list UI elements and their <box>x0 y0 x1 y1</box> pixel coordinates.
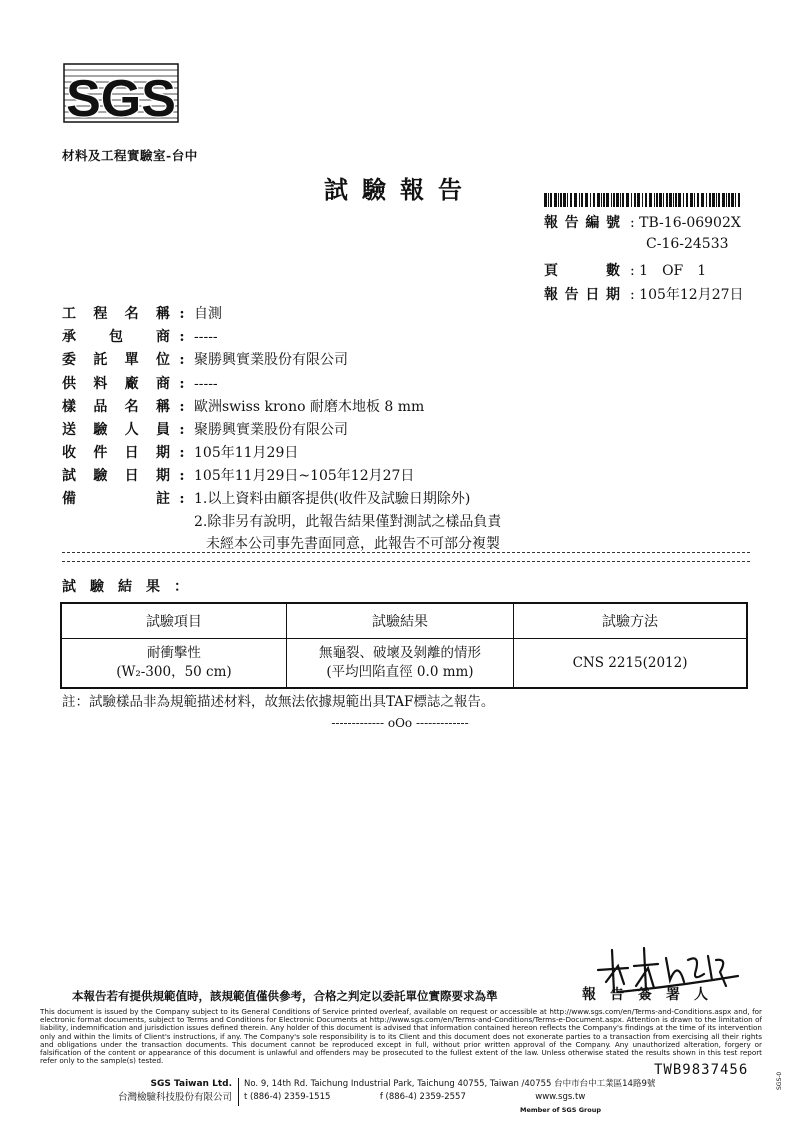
test-item-cell <box>61 639 286 689</box>
barcode-bar <box>581 193 583 207</box>
field-label: 工程名稱 <box>62 306 170 322</box>
barcode-bar <box>574 193 577 207</box>
table-row <box>61 639 747 689</box>
field-label: 樣品名稱 <box>62 399 170 415</box>
barcode-bar <box>697 193 699 207</box>
page-label: 頁數 <box>544 263 620 279</box>
column-header: 試驗結果 <box>286 603 513 639</box>
page-value: 1 OF 1 <box>639 263 707 279</box>
barcode-bar <box>601 193 602 207</box>
test-item-condition: (W₂-300，50 cm) <box>116 664 232 680</box>
field-value: 105年11月29日~105年12月27日 <box>194 468 415 484</box>
barcode-bar <box>550 193 552 207</box>
barcode-bar <box>669 193 672 207</box>
field-value: 105年11月29日 <box>194 445 299 461</box>
field-label: 收件日期 <box>62 445 170 461</box>
report-date-label: 報告日期 <box>544 287 620 303</box>
barcode-bar <box>631 193 632 207</box>
taf-note: 註：試驗樣品非為規範描述材料，故無法依據規範出具TAF標誌之報告。 <box>62 694 495 710</box>
report-number-row: 報告編號 : TB-16-06902X <box>544 212 741 232</box>
barcode-bar <box>706 193 707 207</box>
barcode-bar <box>613 193 615 207</box>
barcode-bar <box>654 193 655 207</box>
end-mark: ------------- oOo ------------- <box>331 716 469 730</box>
field-client: 委託單位 : 聚勝興實業股份有限公司 <box>62 352 348 368</box>
remark-line-1: 1.以上資料由顧客提供(收件及試驗日期除外) <box>194 491 471 507</box>
field-label: 送驗人員 <box>62 422 170 438</box>
double-dashed-divider <box>62 552 750 562</box>
barcode-bar <box>678 193 681 207</box>
member-of-group: Member of SGS Group <box>520 1106 601 1114</box>
barcode-bar <box>597 193 600 207</box>
barcode-bar <box>620 193 621 207</box>
barcode <box>544 192 744 206</box>
spec-note: 本報告若有提供規範值時，該規範值僅供參考，合格之判定以委託單位實際要求為準 <box>72 989 498 1003</box>
field-value: 自測 <box>194 306 222 322</box>
barcode-bar <box>554 193 557 207</box>
svg-text:SGS: SGS <box>66 70 176 124</box>
lab-name: 材料及工程實驗室-台中 <box>62 148 198 163</box>
barcode-bar <box>634 193 636 207</box>
contact-block <box>244 1078 655 1104</box>
barcode-bar <box>675 193 677 207</box>
report-title: 試驗報告 <box>324 175 476 204</box>
field-label: 供料廠商 <box>62 376 170 392</box>
barcode-bar <box>593 193 595 207</box>
barcode-bar <box>716 193 717 207</box>
barcode-bar <box>666 193 668 207</box>
field-value: 聚勝興實業股份有限公司 <box>194 352 348 368</box>
field-contractor: 承包商 : ----- <box>62 329 218 345</box>
report-date: 105年12月27日 <box>639 287 744 303</box>
company-en: SGS Taiwan Ltd. <box>150 1079 232 1089</box>
barcode-bar <box>726 193 727 207</box>
barcode-bar <box>570 193 572 207</box>
barcode-bar <box>603 193 605 207</box>
barcode-bar <box>548 193 549 207</box>
fax: f (886-4) 2359-2557 <box>379 1092 466 1102</box>
barcode-bar <box>622 193 624 207</box>
test-method: CNS 2215(2012) <box>514 639 747 689</box>
barcode-bar <box>560 193 562 207</box>
test-result-cell <box>286 639 513 689</box>
barcode-bar <box>637 193 640 207</box>
barcode-bar <box>616 193 619 207</box>
test-item: 耐衝擊性 <box>146 645 201 661</box>
field-value: 聚勝興實業股份有限公司 <box>194 422 348 438</box>
barcode-bar <box>686 193 688 207</box>
sgs-logo-mark <box>62 62 180 124</box>
barcode-bar <box>663 193 664 207</box>
field-label: 試驗日期 <box>62 468 170 484</box>
report-date-row: 報告日期 : 105年12月27日 <box>544 284 744 304</box>
table-header-row <box>61 603 747 639</box>
page-row: 頁數 : 1 OF 1 <box>544 260 706 280</box>
barcode-bar <box>642 193 643 207</box>
field-supplier: 供料廠商 : ----- <box>62 376 218 392</box>
barcode-bar <box>690 193 693 207</box>
field-value: ----- <box>194 376 218 392</box>
barcode-bar <box>567 193 568 207</box>
barcode-bar <box>611 193 612 207</box>
barcode-bar <box>673 193 674 207</box>
field-received-date: 收件日期 : 105年11月29日 <box>62 445 299 461</box>
remark-line-3: 未經本公司事先書面同意，此報告不可部分複製 <box>206 536 500 552</box>
barcode-bar <box>728 193 730 207</box>
field-submitter: 送驗人員 : 聚勝興實業股份有限公司 <box>62 422 348 438</box>
remarks-label-row: 備註 : 1.以上資料由顧客提供(收件及試驗日期除外) <box>62 491 471 507</box>
barcode-bar <box>649 193 652 207</box>
barcode-bar <box>544 193 547 207</box>
field-project-name: 工程名稱 : 自測 <box>62 306 222 322</box>
report-number-2: C-16-24533 <box>646 236 729 252</box>
barcode-bar <box>579 193 580 207</box>
barcode-bar <box>712 193 715 207</box>
column-header: 試驗方法 <box>514 603 747 639</box>
field-label: 委託單位 <box>62 352 170 368</box>
barcode-bar <box>722 193 725 207</box>
sgs-logo <box>62 62 180 124</box>
field-value: 歐洲swiss krono 耐磨木地板 8 mm <box>194 399 425 415</box>
barcode-bar <box>735 193 736 207</box>
company-block <box>108 1078 232 1104</box>
barcode-bar <box>709 193 711 207</box>
barcode-bar <box>558 193 559 207</box>
barcode-bar <box>694 193 695 207</box>
field-label: 承包商 <box>62 329 170 345</box>
barcode-bar <box>626 193 629 207</box>
barcode-bar <box>718 193 720 207</box>
barcode-bar <box>701 193 704 207</box>
barcode-bar <box>590 193 591 207</box>
barcode-bar <box>585 193 588 207</box>
report-number: TB-16-06902X <box>639 215 741 231</box>
results-label <box>62 576 202 596</box>
barcode-bar <box>659 193 662 207</box>
test-result-detail: (平均凹陷直徑 0.0 mm) <box>326 664 474 680</box>
side-code: SGS-0 <box>776 1071 783 1090</box>
barcode-bar <box>606 193 609 207</box>
barcode-bar <box>645 193 647 207</box>
field-test-date: 試驗日期 : 105年11月29日~105年12月27日 <box>62 468 415 484</box>
barcode-bar <box>738 193 740 207</box>
field-value: ----- <box>194 329 218 345</box>
document-number: TWB9837456 <box>654 1062 749 1078</box>
website: www.sgs.tw <box>535 1092 586 1102</box>
signer-label: 報告簽署人 <box>582 987 722 1003</box>
test-result: 無龜裂、破壞及剝離的情形 <box>318 645 481 661</box>
footer-divider <box>238 1078 239 1106</box>
field-sample-name: 樣品名稱 : 歐洲swiss krono 耐磨木地板 8 mm <box>62 399 425 415</box>
column-header: 試驗項目 <box>61 603 286 639</box>
company-cn: 台灣檢驗科技股份有限公司 <box>117 1092 232 1103</box>
legal-text: This document is issued by the Company subject to its General Conditions of Service printed overleaf, available on request or accessible at http://www.sgs.com/en/Terms-and-Conditions.aspx and, for electronic format documents, subject to Terms and Conditions for Electronic Documents at http://www.sgs.com/en/Terms-and-Conditions/Terms-e-Document.aspx. Attention is drawn to the limitation of liability, indemnification and jurisdiction issues defined therein. Any holder of this document is advised that information contained hereon reflects the Company's findings at the time of its intervention only and within the limits of Client's instructions, if any. The Company's sole responsibility is to its Client and this document does not exonerate parties to a transaction from exercising all their rights and obligations under the transaction documents. This document cannot be reproduced except in full, without prior written approval of the Company. Any unauthorized alteration, forgery or falsification of the content or appearance of this document is unlawful and offenders may be prosecuted to the fullest extent of the law. Unless otherwise stated the results shown in this test report refer only to the sample(s) tested. <box>40 1007 762 1066</box>
barcode-bar <box>683 193 684 207</box>
results-table <box>60 602 748 689</box>
remarks-label: 備註 <box>62 491 170 507</box>
phone: t (886-4) 2359-1515 <box>244 1092 331 1102</box>
barcode-bar <box>563 193 566 207</box>
barcode-bar <box>731 193 734 207</box>
company-address: No. 9, 14th Rd. Taichung Industrial Park, Taichung 40755, Taiwan /40755 台中市台中工業區14路9號 <box>244 1079 656 1089</box>
results-label-text: 試驗結果： <box>62 579 202 595</box>
barcode-bar <box>656 193 658 207</box>
contact-line <box>244 1091 655 1104</box>
report-number-label: 報告編號 <box>544 215 620 231</box>
remark-line-2: 2.除非另有說明，此報告結果僅對測試之樣品負責 <box>194 514 502 530</box>
